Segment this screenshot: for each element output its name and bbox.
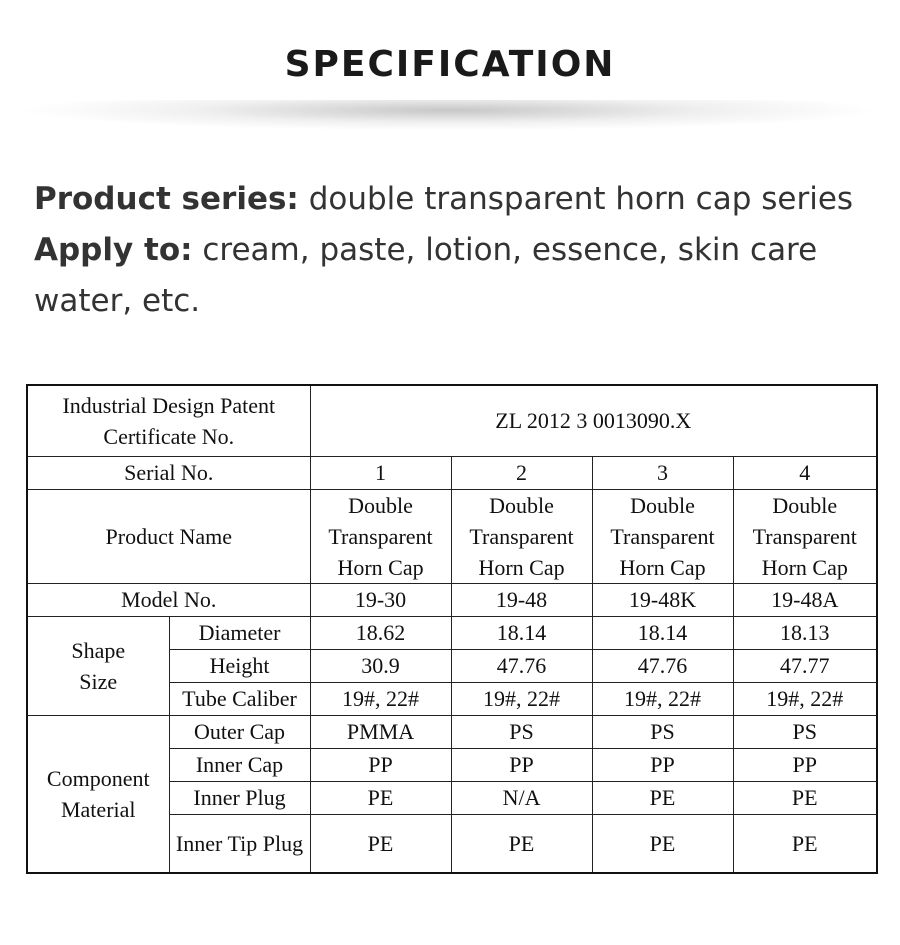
inner-tip-plug-cell: PE	[451, 814, 592, 873]
product-name-line: Horn Cap	[337, 554, 424, 580]
inner-cap-cell: PP	[310, 748, 451, 781]
inner-plug-cell: PE	[733, 781, 877, 814]
diameter-label-cell: Diameter	[169, 616, 310, 649]
tube-caliber-cell: 19#, 22#	[310, 682, 451, 715]
product-name-line: Transparent	[610, 523, 715, 549]
product-name-line: Transparent	[752, 523, 857, 549]
product-name-cell	[592, 489, 733, 583]
product-name-line: Horn Cap	[478, 554, 565, 580]
component-label-line1: Component	[46, 765, 150, 791]
product-name-label-cell: Product Name	[27, 489, 310, 583]
inner-cap-cell: PP	[451, 748, 592, 781]
page-title: SPECIFICATION	[284, 44, 616, 85]
component-label-line2: Material	[60, 796, 136, 822]
product-name-line: Double	[489, 492, 554, 518]
tube-caliber-cell: 19#, 22#	[733, 682, 877, 715]
outer-cap-cell: PS	[592, 715, 733, 748]
serial-cell: 3	[592, 456, 733, 489]
patent-label-line2: Certificate No.	[103, 423, 235, 449]
title-underline-shadow	[20, 100, 880, 134]
product-name-line: Horn Cap	[761, 554, 848, 580]
table-row	[27, 715, 877, 748]
patent-value-cell: ZL 2012 3 0013090.X	[310, 385, 877, 456]
serial-cell: 2	[451, 456, 592, 489]
product-name-line: Transparent	[328, 523, 433, 549]
product-series-label: Product series:	[34, 181, 299, 217]
product-series-value: double transparent horn cap series	[308, 181, 854, 217]
serial-cell: 1	[310, 456, 451, 489]
inner-plug-cell: PE	[310, 781, 451, 814]
outer-cap-cell: PS	[451, 715, 592, 748]
tube-caliber-cell: 19#, 22#	[451, 682, 592, 715]
shape-size-label-line2: Size	[79, 668, 118, 694]
product-name-line: Transparent	[469, 523, 574, 549]
product-name-cell	[310, 489, 451, 583]
diameter-cell: 18.13	[733, 616, 877, 649]
specification-table	[26, 384, 878, 874]
table-row	[27, 456, 877, 489]
height-cell: 30.9	[310, 649, 451, 682]
serial-cell: 4	[733, 456, 877, 489]
product-series-line	[34, 174, 884, 225]
inner-cap-label-cell: Inner Cap	[169, 748, 310, 781]
product-name-cell	[733, 489, 877, 583]
diameter-cell: 18.14	[451, 616, 592, 649]
inner-tip-plug-cell: PE	[733, 814, 877, 873]
inner-plug-cell: N/A	[451, 781, 592, 814]
diameter-cell: 18.14	[592, 616, 733, 649]
outer-cap-cell: PS	[733, 715, 877, 748]
model-label-cell: Model No.	[27, 583, 310, 616]
table-row	[27, 385, 877, 456]
patent-label-line1: Industrial Design Patent	[62, 392, 276, 418]
product-name-cell	[451, 489, 592, 583]
table-row	[27, 489, 877, 583]
serial-label-cell: Serial No.	[27, 456, 310, 489]
inner-plug-cell: PE	[592, 781, 733, 814]
table-row	[27, 616, 877, 649]
inner-tip-plug-label-cell: Inner Tip Plug	[169, 814, 310, 873]
shape-size-label-line1: Shape	[71, 637, 126, 663]
apply-to-value: cream, paste, lotion, essence, skin care water, etc.	[34, 232, 818, 319]
apply-to-label: Apply to:	[34, 232, 193, 268]
height-cell: 47.77	[733, 649, 877, 682]
component-material-label-cell	[27, 715, 169, 873]
height-cell: 47.76	[451, 649, 592, 682]
apply-to-line	[34, 225, 884, 327]
product-name-line: Double	[630, 492, 695, 518]
model-cell: 19-48A	[733, 583, 877, 616]
product-name-line: Double	[348, 492, 413, 518]
inner-plug-label-cell: Inner Plug	[169, 781, 310, 814]
product-name-line: Double	[772, 492, 838, 518]
table-row	[27, 583, 877, 616]
tube-caliber-cell: 19#, 22#	[592, 682, 733, 715]
tube-caliber-label-cell: Tube Caliber	[169, 682, 310, 715]
inner-cap-cell: PP	[733, 748, 877, 781]
intro-text	[34, 174, 884, 327]
model-cell: 19-30	[310, 583, 451, 616]
outer-cap-label-cell: Outer Cap	[169, 715, 310, 748]
patent-label-cell	[27, 385, 310, 456]
diameter-cell: 18.62	[310, 616, 451, 649]
inner-cap-cell: PP	[592, 748, 733, 781]
inner-tip-plug-cell: PE	[592, 814, 733, 873]
model-cell: 19-48K	[592, 583, 733, 616]
height-label-cell: Height	[169, 649, 310, 682]
inner-tip-plug-cell: PE	[310, 814, 451, 873]
model-cell: 19-48	[451, 583, 592, 616]
height-cell: 47.76	[592, 649, 733, 682]
shape-size-label-cell	[27, 616, 169, 715]
outer-cap-cell: PMMA	[310, 715, 451, 748]
product-name-line: Horn Cap	[619, 554, 706, 580]
